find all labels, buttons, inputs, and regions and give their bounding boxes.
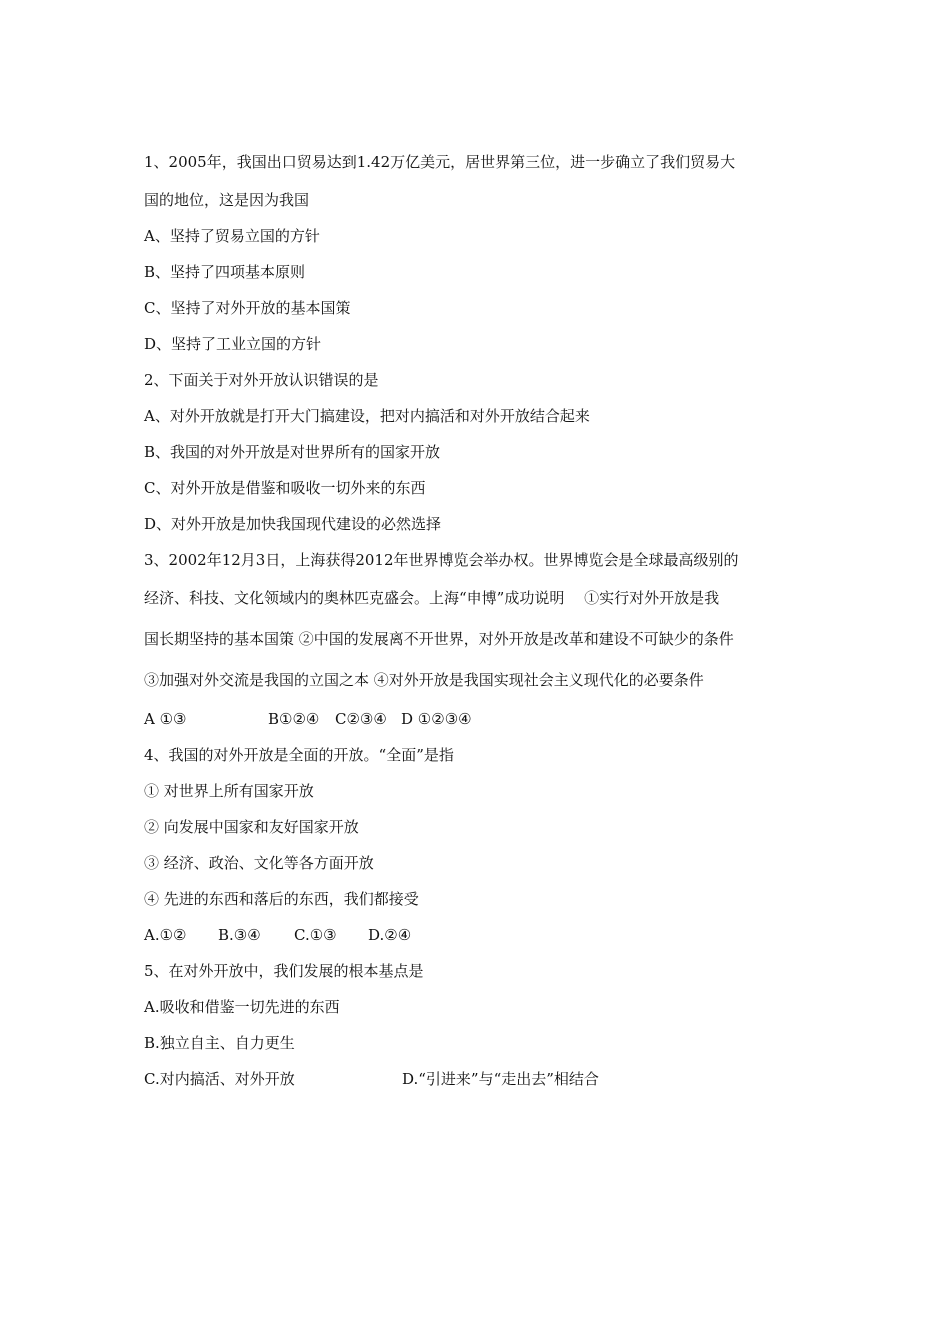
option-c: C.对内搞活、对外开放 xyxy=(144,1070,295,1088)
choice-a: A.①② xyxy=(144,926,187,944)
choice-d: D ①②③④ xyxy=(401,710,472,728)
choice-a: A ①③ xyxy=(144,710,187,728)
option-d: D.“引进来”与“走出去”相结合 xyxy=(402,1070,599,1088)
option-c: C、对外开放是借鉴和吸收一切外来的东西 xyxy=(144,479,426,497)
question-stem-line: 国长期坚持的基本国策 ②中国的发展离不开世界，对外开放是改革和建设不可缺少的条件 xyxy=(144,630,734,648)
question-3 xyxy=(144,542,814,737)
option-a: A、坚持了贸易立国的方针 xyxy=(144,227,320,245)
option-b: B、我国的对外开放是对世界所有的国家开放 xyxy=(144,443,441,461)
statement-4: ④ 先进的东西和落后的东西，我们都接受 xyxy=(144,890,419,908)
choice-b: B.③④ xyxy=(218,926,261,944)
option-a: A.吸收和借鉴一切先进的东西 xyxy=(144,998,340,1016)
question-stem-line: 2、下面关于对外开放认识错误的是 xyxy=(144,371,379,389)
question-4 xyxy=(144,737,814,953)
statement-3: ③ 经济、政治、文化等各方面开放 xyxy=(144,854,374,872)
question-1 xyxy=(144,146,814,362)
statement-2: ② 向发展中国家和友好国家开放 xyxy=(144,818,359,836)
choice-b: B①②④ xyxy=(268,710,320,728)
choice-c: C.①③ xyxy=(294,926,337,944)
question-stem-line: 3、2002年12月3日，上海获得2012年世界博览会举办权。世界博览会是全球最高级别的 xyxy=(144,551,739,569)
question-stem-line: 经济、科技、文化领域内的奥林匹克盛会。上海“申博”成功说明 ①实行对外开放是我 xyxy=(144,589,720,607)
question-5 xyxy=(144,953,814,1097)
question-stem-line: 国的地位，这是因为我国 xyxy=(144,191,310,209)
answer-choices xyxy=(144,917,814,953)
option-b: B.独立自主、自力更生 xyxy=(144,1034,295,1052)
option-d: D、坚持了工业立国的方针 xyxy=(144,335,322,353)
option-b: B、坚持了四项基本原则 xyxy=(144,263,306,281)
option-a: A、对外开放就是打开大门搞建设，把对内搞活和对外开放结合起来 xyxy=(144,407,590,425)
question-stem-line: 4、我国的对外开放是全面的开放。“全面”是指 xyxy=(144,746,454,764)
option-d: D、对外开放是加快我国现代建设的必然选择 xyxy=(144,515,442,533)
options-row xyxy=(144,1061,814,1097)
question-stem-line: 5、在对外开放中，我们发展的根本基点是 xyxy=(144,962,424,980)
option-c: C、坚持了对外开放的基本国策 xyxy=(144,299,351,317)
question-2 xyxy=(144,362,814,542)
question-stem-line: 1、2005年，我国出口贸易达到1.42万亿美元，居世界第三位，进一步确立了我们贸易大 xyxy=(144,153,736,171)
choice-c: C②③④ xyxy=(335,710,387,728)
statement-1: ① 对世界上所有国家开放 xyxy=(144,782,314,800)
choice-d: D.②④ xyxy=(368,926,412,944)
question-stem-line: ③加强对外交流是我国的立国之本 ④对外开放是我国实现社会主义现代化的必要条件 xyxy=(144,671,704,689)
answer-choices xyxy=(144,701,814,737)
question-list xyxy=(144,146,814,1097)
